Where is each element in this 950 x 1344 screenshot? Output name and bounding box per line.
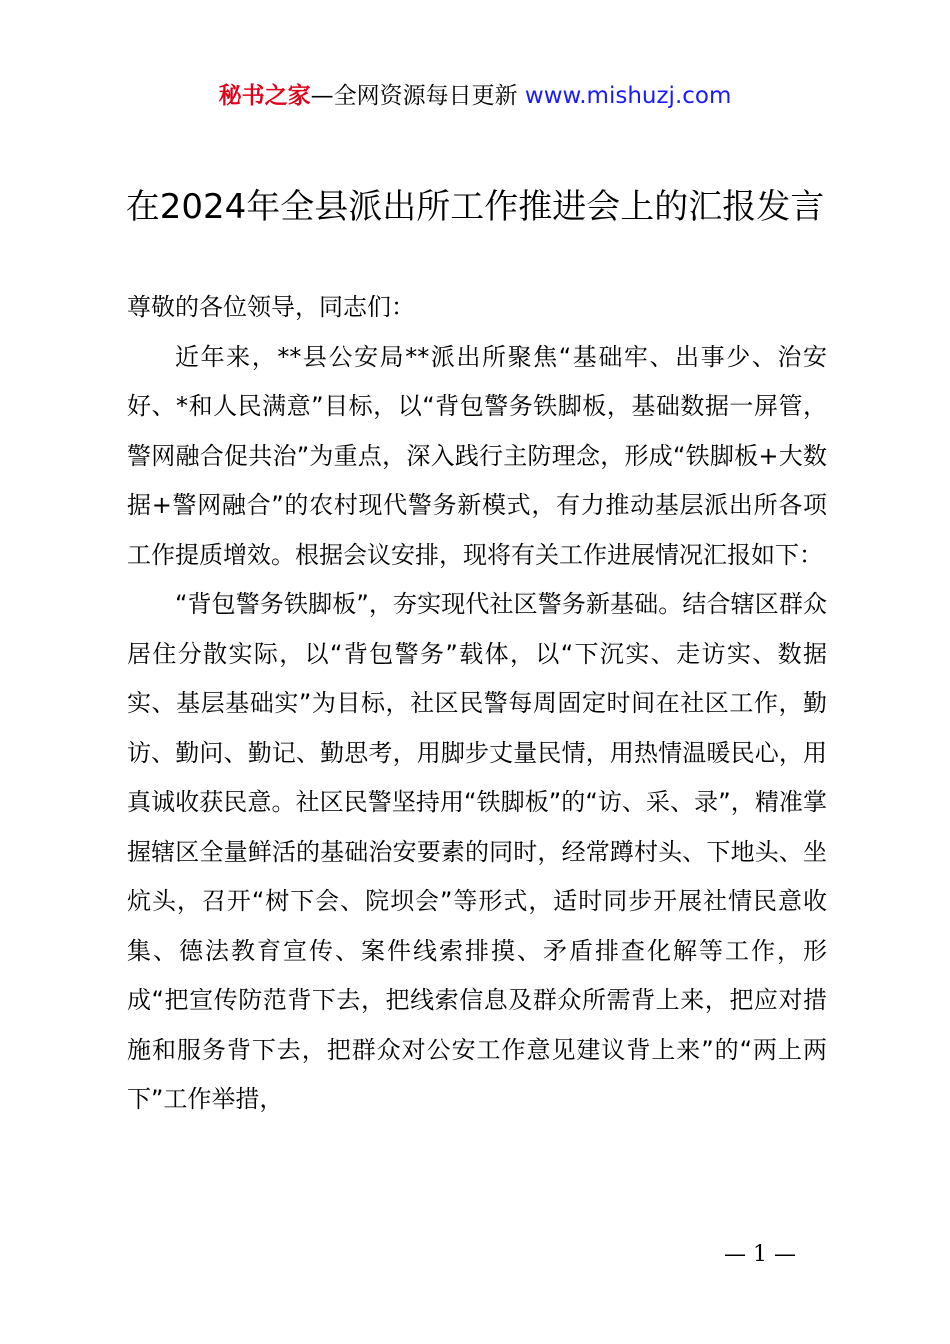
- site-url-link[interactable]: www.mishuzj.com: [524, 83, 732, 109]
- salutation: 尊敬的各位领导，同志们：: [127, 293, 415, 321]
- paragraph-intro: 近年来，**县公安局**派出所聚焦“基础牢、出事少、治安好、*和人民满意”目标，以“背包警务铁脚板，基础数据一屏管，警网融合促共治”为重点，深入践行主防理念，形成“铁脚板+大数据+警网融合”的农村现代警务新模式，有力推动基层派出所各项工作提质增效。根据会议安排，现将有关工作进展情况汇报如下：: [127, 342, 827, 569]
- document-body: [127, 283, 827, 1125]
- document-title: 在2024年全县派出所工作推进会上的汇报发言: [125, 187, 825, 227]
- paragraph-backpack-policing: “背包警务铁脚板”，夯实现代社区警务新基础。结合辖区群众居住分散实际，以“背包警务”载体，以“下沉实、走访实、数据实、基层基础实”为目标，社区民警每周固定时间在社区工作，勤访、勤问、勤记、勤思考，用脚步丈量民情，用热情温暖民心，用真诚收获民意。社区民警坚持用“铁脚板”的“访、采、录”，精准掌握辖区全量鲜活的基础治安要素的同时，经常蹲村头、下地头、坐炕头，召开“树下会、院坝会”等形式，适时同步开展社情民意收集、德法教育宣传、案件线索排摸、矛盾排查化解等工作，形成“把宣传防范背下去，把线索信息及群众所需背上来，把应对措施和服务背下去，把群众对公安工作意见建议背上来”的“两上两下”工作举措，: [127, 590, 827, 1113]
- site-header: [0, 80, 950, 112]
- header-tagline: —全网资源每日更新: [310, 83, 525, 109]
- page-number: — 1 —: [724, 1242, 796, 1267]
- brand-name: 秘书之家: [218, 83, 311, 109]
